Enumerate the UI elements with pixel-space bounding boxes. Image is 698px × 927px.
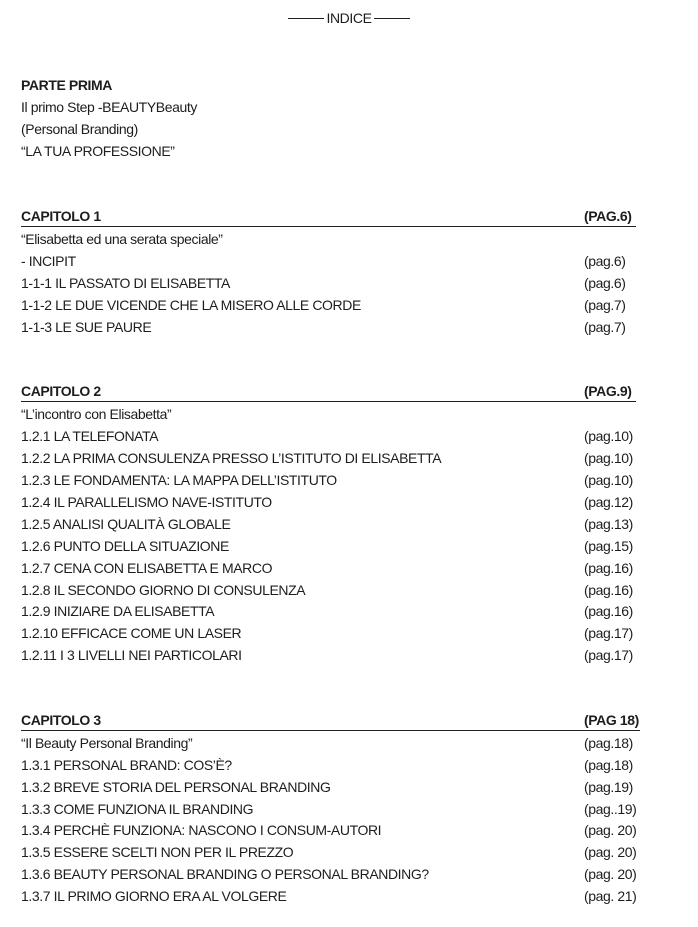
toc-entry: [21, 798, 641, 820]
toc-entry: [21, 250, 641, 272]
toc-entry-label: 1.2.7 CENA CON ELISABETTA E MARCO: [21, 560, 273, 576]
toc-entry-label: 1.2.2 LA PRIMA CONSULENZA PRESSO L’ISTITUTO DI ELISABETTA: [21, 450, 442, 466]
toc-entry: [21, 513, 641, 535]
toc-entry: [21, 316, 641, 338]
toc-entry-page: (pag.15): [584, 538, 633, 554]
toc-entry-label: 1-1-3 LE SUE PAURE: [21, 319, 152, 335]
toc-entry: [21, 535, 641, 557]
toc-entry: [21, 447, 641, 469]
toc-entry-page: (pag.10): [584, 450, 633, 466]
chapter-page: (PAG 18): [584, 712, 639, 728]
part-line: (Personal Branding): [21, 121, 138, 137]
chapter-heading: [21, 380, 636, 402]
toc-entry-label: 1.2.6 PUNTO DELLA SITUAZIONE: [21, 538, 229, 554]
toc-entry: [21, 754, 641, 776]
toc-entry: [21, 885, 641, 907]
index-header: [0, 10, 698, 26]
toc-entry: [21, 491, 641, 513]
toc-entry-label: 1.3.4 PERCHÈ FUNZIONA: NASCONO I CONSUM-AUTORI: [21, 822, 382, 838]
toc-entry-page: (pag. 20): [584, 822, 637, 838]
toc-entry: [21, 863, 641, 885]
toc-entry-label: 1.2.5 ANALISI QUALITÀ GLOBALE: [21, 516, 231, 532]
toc-entry-page: (pag.16): [584, 582, 633, 598]
toc-entry: [21, 644, 641, 666]
toc-entry-page: (pag.18): [584, 757, 633, 773]
part-line: “LA TUA PROFESSIONE”: [21, 143, 175, 159]
toc-entry-label: 1-1-1 IL PASSATO DI ELISABETTA: [21, 275, 230, 291]
toc-entry-page: (pag.19): [584, 779, 633, 795]
toc-entry-label: 1.3.1 PERSONAL BRAND: COS’È?: [21, 757, 232, 773]
chapter-title: CAPITOLO 1: [21, 208, 101, 224]
left-rule: [288, 18, 324, 19]
toc-entry-page: (pag.10): [584, 428, 633, 444]
part-line: Il primo Step -BEAUTYBeauty: [21, 99, 197, 115]
toc-entry: [21, 272, 641, 294]
toc-entry-label: 1.3.2 BREVE STORIA DEL PERSONAL BRANDING: [21, 779, 331, 795]
chapter-heading: [21, 709, 640, 731]
chapter-subtitle-row: [21, 732, 641, 754]
toc-entry-label: 1.2.10 EFFICACE COME UN LASER: [21, 625, 242, 641]
right-rule: [374, 18, 410, 19]
toc-entry-page: (pag.10): [584, 472, 633, 488]
toc-entry: [21, 557, 641, 579]
toc-entry-page: (pag.12): [584, 494, 633, 510]
chapter-title: CAPITOLO 3: [21, 712, 101, 728]
chapter-subtitle: “Il Beauty Personal Branding”: [21, 735, 193, 751]
chapter-subtitle: “L’incontro con Elisabetta”: [21, 406, 172, 422]
toc-entry-page: (pag.16): [584, 603, 633, 619]
toc-entry-page: (pag. 20): [584, 844, 637, 860]
chapter-subtitle: “Elisabetta ed una serata speciale”: [21, 231, 223, 247]
toc-entry: [21, 425, 641, 447]
toc-entry-label: 1.2.9 INIZIARE DA ELISABETTA: [21, 603, 215, 619]
toc-entry-page: (pag.13): [584, 516, 633, 532]
toc-entry-label: 1.2.11 I 3 LIVELLI NEI PARTICOLARI: [21, 647, 242, 663]
toc-entry: [21, 579, 641, 601]
toc-entry-page: (pag. 21): [584, 888, 637, 904]
toc-entry: [21, 600, 641, 622]
toc-entry: [21, 776, 641, 798]
toc-entry-page: (pag.17): [584, 647, 633, 663]
toc-entry-page: (pag..19): [584, 801, 637, 817]
chapter-subtitle-page: (pag.18): [584, 735, 633, 751]
toc-entry-label: - INCIPIT: [21, 253, 76, 269]
part-heading: PARTE PRIMA: [21, 77, 113, 93]
toc-entry-label: 1.3.5 ESSERE SCELTI NON PER IL PREZZO: [21, 844, 294, 860]
toc-entry: [21, 819, 641, 841]
toc-entry: [21, 469, 641, 491]
toc-entry-label: 1.3.7 IL PRIMO GIORNO ERA AL VOLGERE: [21, 888, 287, 904]
chapter-title: CAPITOLO 2: [21, 383, 101, 399]
toc-entry-page: (pag.16): [584, 560, 633, 576]
toc-entry-label: 1-1-2 LE DUE VICENDE CHE LA MISERO ALLE CORDE: [21, 297, 361, 313]
toc-entry-label: 1.2.1 LA TELEFONATA: [21, 428, 159, 444]
toc-entry-label: 1.3.3 COME FUNZIONA IL BRANDING: [21, 801, 254, 817]
chapter-heading: [21, 205, 636, 227]
toc-entry-label: 1.2.3 LE FONDAMENTA: LA MAPPA DELL’ISTITUTO: [21, 472, 337, 488]
toc-entry: [21, 841, 641, 863]
toc-entry-label: 1.2.4 IL PARALLELISMO NAVE-ISTITUTO: [21, 494, 272, 510]
toc-entry: [21, 622, 641, 644]
index-title: INDICE: [326, 10, 372, 26]
toc-entry: [21, 294, 641, 316]
toc-entry-page: (pag.6): [584, 275, 626, 291]
toc-entry-page: (pag.7): [584, 319, 626, 335]
chapter-page: (PAG.6): [584, 208, 632, 224]
toc-entry-page: (pag.6): [584, 253, 626, 269]
toc-entry-label: 1.3.6 BEAUTY PERSONAL BRANDING O PERSONAL BRANDING?: [21, 866, 429, 882]
toc-entry-page: (pag.17): [584, 625, 633, 641]
chapter-page: (PAG.9): [584, 383, 632, 399]
toc-entry-label: 1.2.8 IL SECONDO GIORNO DI CONSULENZA: [21, 582, 306, 598]
toc-entry-page: (pag.7): [584, 297, 626, 313]
toc-entry-page: (pag. 20): [584, 866, 637, 882]
